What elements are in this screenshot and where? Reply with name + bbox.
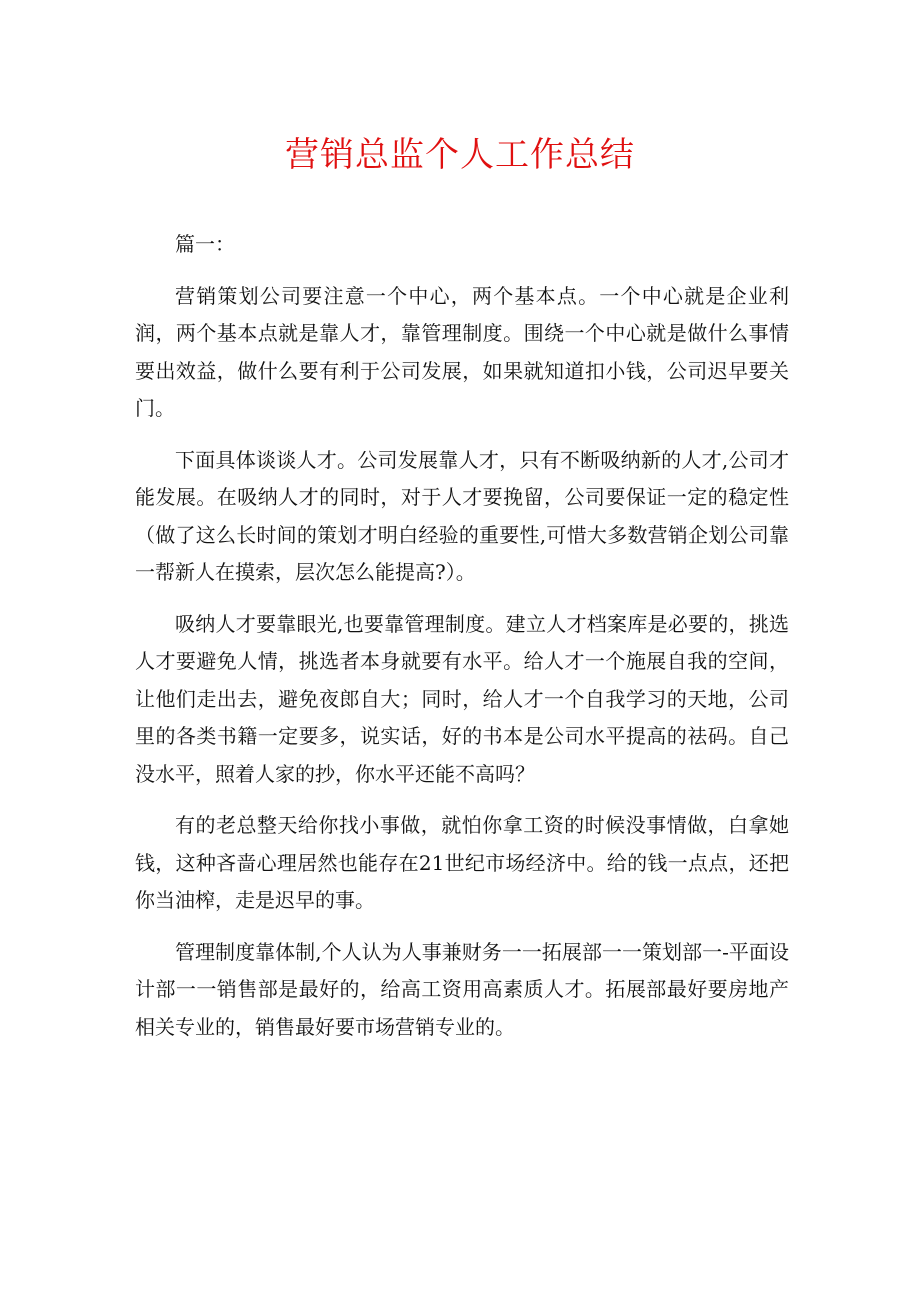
paragraph: 下面具体谈谈人才。公司发展靠人才，只有不断吸纳新的人才,公司才能发展。在吸纳人才的同时，对于人才要挽留，公司要保证一定的稳定性（做了这么长时间的策划才明白经验的重要性,可惜大多数营销企划公司靠一帮新人在摸索，层次怎么能提高?）。 — [135, 447, 789, 584]
paragraph: 吸纳人才要靠眼光,也要靠管理制度。建立人才档案库是必要的，挑选人才要避免人情，挑选者本身就要有水平。给人才一个施展自我的空间，让他们走出去，避免夜郎自大；同时，给人才一个自我学习的天地，公司里的各类书籍一定要多，说实话，好的书本是公司水平提高的祛码。自己没水平，照着人家的抄，你水平还能不高吗？ — [135, 611, 789, 786]
document-title: 营销总监个人工作总结 — [285, 135, 635, 175]
paragraph: 有的老总整天给你找小事做，就怕你拿工资的时候没事情做，白拿她钱，这种吝啬心理居然也能存在21世纪市场经济中。给的钱一点点，还把你当油榨，走是迟早的事。 — [135, 813, 789, 912]
section-heading: 篇一： — [175, 232, 235, 256]
paragraph: 营销策划公司要注意一个中心，两个基本点。一个中心就是企业利润，两个基本点就是靠人才，靠管理制度。围绕一个中心就是做什么事情要出效益，做什么要有利于公司发展，如果就知道扣小钱，公司迟早要关门。 — [135, 283, 789, 420]
paragraph: 管理制度靠体制,个人认为人事兼财务一一拓展部一一策划部一-平面设计部一一销售部是最好的，给高工资用高素质人才。拓展部最好要房地产相关专业的，销售最好要市场营销专业的。 — [135, 939, 789, 1039]
document-body — [135, 226, 789, 1060]
